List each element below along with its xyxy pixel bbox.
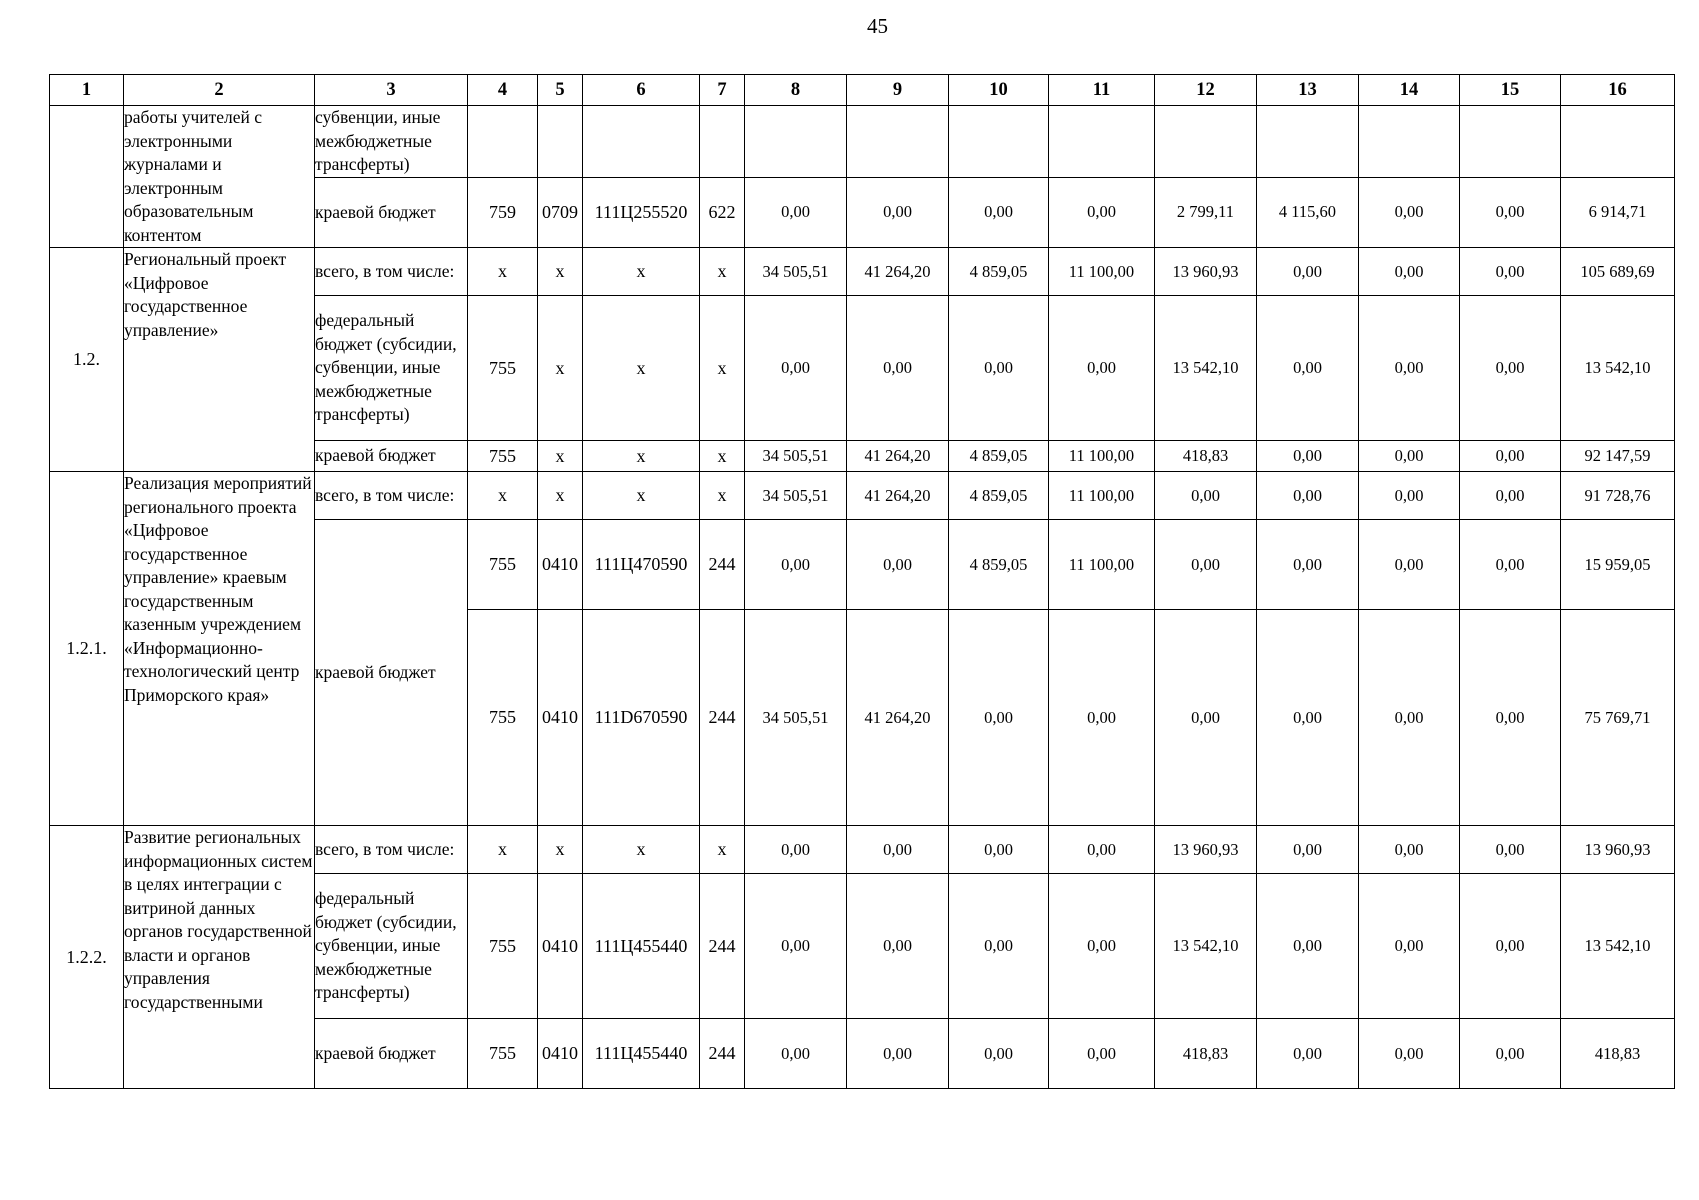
row-index-cell: 1.2.1. (50, 472, 124, 826)
code-cell: 755 (468, 610, 538, 826)
value-cell: 0,00 (949, 610, 1049, 826)
value-cell: 0,00 (1257, 1019, 1359, 1089)
empty-cell (700, 106, 745, 178)
value-cell: 0,00 (1460, 177, 1561, 247)
code-cell: 111Ц455440 (583, 874, 700, 1019)
value-cell: 34 505,51 (745, 248, 847, 296)
code-cell: 111Ц255520 (583, 177, 700, 247)
code-cell: х (538, 248, 583, 296)
value-cell: 11 100,00 (1049, 472, 1155, 520)
code-cell: 622 (700, 177, 745, 247)
code-cell: х (538, 826, 583, 874)
empty-cell (583, 106, 700, 178)
funding-source-cell: краевой бюджет (315, 520, 468, 826)
empty-cell (1561, 106, 1675, 178)
code-cell: х (700, 248, 745, 296)
value-cell: 0,00 (1257, 472, 1359, 520)
funding-source-cell: всего, в том числе: (315, 472, 468, 520)
value-cell: 0,00 (847, 826, 949, 874)
column-header: 1 (50, 75, 124, 106)
value-cell: 418,83 (1155, 1019, 1257, 1089)
value-cell: 0,00 (949, 826, 1049, 874)
column-header: 8 (745, 75, 847, 106)
code-cell: х (583, 296, 700, 441)
value-cell: 13 542,10 (1561, 874, 1675, 1019)
row-index-cell (50, 106, 124, 248)
value-cell: 91 728,76 (1561, 472, 1675, 520)
value-cell: 0,00 (1460, 441, 1561, 472)
column-header: 10 (949, 75, 1049, 106)
table-row (50, 826, 1675, 874)
code-cell: 111Ц455440 (583, 1019, 700, 1089)
empty-cell (1257, 106, 1359, 178)
code-cell: х (700, 472, 745, 520)
funding-source-cell: федеральный бюджет (субсидии, субвенции, иные межбюджетные трансферты) (315, 874, 468, 1019)
value-cell: 13 542,10 (1561, 296, 1675, 441)
value-cell: 0,00 (1359, 874, 1460, 1019)
value-cell: 0,00 (1460, 1019, 1561, 1089)
value-cell: 0,00 (1359, 177, 1460, 247)
value-cell: 0,00 (745, 1019, 847, 1089)
value-cell: 0,00 (1460, 610, 1561, 826)
column-header: 16 (1561, 75, 1675, 106)
code-cell: 111D670590 (583, 610, 700, 826)
code-cell: х (468, 472, 538, 520)
code-cell: 755 (468, 1019, 538, 1089)
budget-table (49, 74, 1675, 1089)
value-cell: 418,83 (1155, 441, 1257, 472)
value-cell: 0,00 (1257, 248, 1359, 296)
value-cell: 0,00 (1359, 520, 1460, 610)
value-cell: 0,00 (745, 296, 847, 441)
funding-source-cell: краевой бюджет (315, 177, 468, 247)
code-cell: 0709 (538, 177, 583, 247)
code-cell: 0410 (538, 520, 583, 610)
value-cell: 13 542,10 (1155, 874, 1257, 1019)
code-cell: х (583, 472, 700, 520)
column-header: 9 (847, 75, 949, 106)
code-cell: х (538, 296, 583, 441)
column-header: 2 (124, 75, 315, 106)
code-cell: 244 (700, 1019, 745, 1089)
value-cell: 0,00 (745, 826, 847, 874)
value-cell: 0,00 (1257, 610, 1359, 826)
value-cell: 0,00 (745, 177, 847, 247)
column-header: 4 (468, 75, 538, 106)
code-cell: 0410 (538, 610, 583, 826)
value-cell: 0,00 (1359, 610, 1460, 826)
item-name-cell: Региональный проект «Цифровое государственное управление» (124, 248, 315, 472)
code-cell: 0410 (538, 1019, 583, 1089)
header-row (50, 75, 1675, 106)
value-cell: 0,00 (949, 874, 1049, 1019)
value-cell: 0,00 (1460, 874, 1561, 1019)
value-cell: 418,83 (1561, 1019, 1675, 1089)
item-name-cell: работы учителей с электронными журналами и электронным образовательным контентом (124, 106, 315, 248)
item-name-cell: Развитие региональных информационных систем в целях интеграции с витриной данных органов государственной власти и органов управления государственными (124, 826, 315, 1089)
value-cell: 0,00 (1049, 874, 1155, 1019)
empty-cell (847, 106, 949, 178)
empty-cell (949, 106, 1049, 178)
item-name-cell: Реализация мероприятий регионального проекта «Цифровое государственное управление» краевым государственным казенным учреждением «Информационно-технологический центр Приморского края» (124, 472, 315, 826)
column-header: 11 (1049, 75, 1155, 106)
value-cell: 0,00 (1049, 826, 1155, 874)
empty-cell (745, 106, 847, 178)
value-cell: 92 147,59 (1561, 441, 1675, 472)
value-cell: 0,00 (1359, 296, 1460, 441)
value-cell: 6 914,71 (1561, 177, 1675, 247)
funding-source-cell: всего, в том числе: (315, 248, 468, 296)
value-cell: 0,00 (745, 520, 847, 610)
value-cell: 0,00 (1460, 472, 1561, 520)
value-cell: 0,00 (847, 1019, 949, 1089)
code-cell: х (468, 248, 538, 296)
code-cell: х (538, 472, 583, 520)
value-cell: 0,00 (1049, 296, 1155, 441)
value-cell: 0,00 (1359, 472, 1460, 520)
value-cell: 0,00 (1257, 296, 1359, 441)
value-cell: 13 960,93 (1561, 826, 1675, 874)
value-cell: 0,00 (1155, 520, 1257, 610)
column-header: 6 (583, 75, 700, 106)
value-cell: 34 505,51 (745, 441, 847, 472)
code-cell: 244 (700, 610, 745, 826)
code-cell: 759 (468, 177, 538, 247)
value-cell: 0,00 (1049, 177, 1155, 247)
value-cell: 0,00 (1359, 441, 1460, 472)
column-header: 13 (1257, 75, 1359, 106)
empty-cell (468, 106, 538, 178)
column-header: 15 (1460, 75, 1561, 106)
value-cell: 0,00 (1155, 472, 1257, 520)
value-cell: 0,00 (1257, 874, 1359, 1019)
row-index-cell: 1.2.2. (50, 826, 124, 1089)
code-cell: х (583, 248, 700, 296)
value-cell: 0,00 (1359, 1019, 1460, 1089)
code-cell: х (583, 441, 700, 472)
row-index-cell: 1.2. (50, 248, 124, 472)
code-cell: 755 (468, 520, 538, 610)
value-cell: 13 960,93 (1155, 248, 1257, 296)
empty-cell (1155, 106, 1257, 178)
funding-source-cell: краевой бюджет (315, 441, 468, 472)
table-row (50, 248, 1675, 296)
empty-cell (1049, 106, 1155, 178)
column-header: 3 (315, 75, 468, 106)
value-cell: 0,00 (949, 1019, 1049, 1089)
value-cell: 0,00 (949, 177, 1049, 247)
value-cell: 0,00 (1155, 610, 1257, 826)
empty-cell (538, 106, 583, 178)
value-cell: 4 859,05 (949, 472, 1049, 520)
column-header: 12 (1155, 75, 1257, 106)
value-cell: 0,00 (1460, 248, 1561, 296)
code-cell: х (700, 441, 745, 472)
value-cell: 41 264,20 (847, 472, 949, 520)
value-cell: 0,00 (1049, 610, 1155, 826)
code-cell: 755 (468, 296, 538, 441)
table-row (50, 472, 1675, 520)
code-cell: 111Ц470590 (583, 520, 700, 610)
value-cell: 13 960,93 (1155, 826, 1257, 874)
funding-source-cell: субвенции, иные межбюджетные трансферты) (315, 106, 468, 178)
value-cell: 0,00 (949, 296, 1049, 441)
value-cell: 4 115,60 (1257, 177, 1359, 247)
code-cell: 755 (468, 874, 538, 1019)
column-header: 14 (1359, 75, 1460, 106)
code-cell: х (538, 441, 583, 472)
code-cell: 244 (700, 520, 745, 610)
value-cell: 105 689,69 (1561, 248, 1675, 296)
value-cell: 34 505,51 (745, 610, 847, 826)
value-cell: 0,00 (847, 296, 949, 441)
value-cell: 0,00 (1049, 1019, 1155, 1089)
value-cell: 0,00 (1257, 441, 1359, 472)
value-cell: 2 799,11 (1155, 177, 1257, 247)
value-cell: 0,00 (847, 874, 949, 1019)
value-cell: 15 959,05 (1561, 520, 1675, 610)
value-cell: 0,00 (1460, 520, 1561, 610)
value-cell: 75 769,71 (1561, 610, 1675, 826)
value-cell: 4 859,05 (949, 441, 1049, 472)
value-cell: 0,00 (745, 874, 847, 1019)
value-cell: 0,00 (1460, 296, 1561, 441)
value-cell: 41 264,20 (847, 248, 949, 296)
code-cell: х (700, 826, 745, 874)
code-cell: 244 (700, 874, 745, 1019)
value-cell: 41 264,20 (847, 610, 949, 826)
value-cell: 0,00 (1460, 826, 1561, 874)
code-cell: 755 (468, 441, 538, 472)
empty-cell (1359, 106, 1460, 178)
code-cell: х (700, 296, 745, 441)
funding-source-cell: краевой бюджет (315, 1019, 468, 1089)
value-cell: 11 100,00 (1049, 520, 1155, 610)
empty-cell (1460, 106, 1561, 178)
value-cell: 34 505,51 (745, 472, 847, 520)
value-cell: 0,00 (1257, 520, 1359, 610)
funding-source-cell: всего, в том числе: (315, 826, 468, 874)
value-cell: 0,00 (1359, 826, 1460, 874)
value-cell: 0,00 (847, 520, 949, 610)
value-cell: 41 264,20 (847, 441, 949, 472)
table-row (50, 106, 1675, 178)
funding-source-cell: федеральный бюджет (субсидии, субвенции, иные межбюджетные трансферты) (315, 296, 468, 441)
code-cell: х (583, 826, 700, 874)
value-cell: 4 859,05 (949, 248, 1049, 296)
column-header: 5 (538, 75, 583, 106)
value-cell: 0,00 (1359, 248, 1460, 296)
value-cell: 11 100,00 (1049, 248, 1155, 296)
column-header: 7 (700, 75, 745, 106)
value-cell: 0,00 (847, 177, 949, 247)
value-cell: 13 542,10 (1155, 296, 1257, 441)
value-cell: 11 100,00 (1049, 441, 1155, 472)
value-cell: 4 859,05 (949, 520, 1049, 610)
value-cell: 0,00 (1257, 826, 1359, 874)
code-cell: х (468, 826, 538, 874)
code-cell: 0410 (538, 874, 583, 1019)
page-number: 45 (867, 14, 888, 38)
